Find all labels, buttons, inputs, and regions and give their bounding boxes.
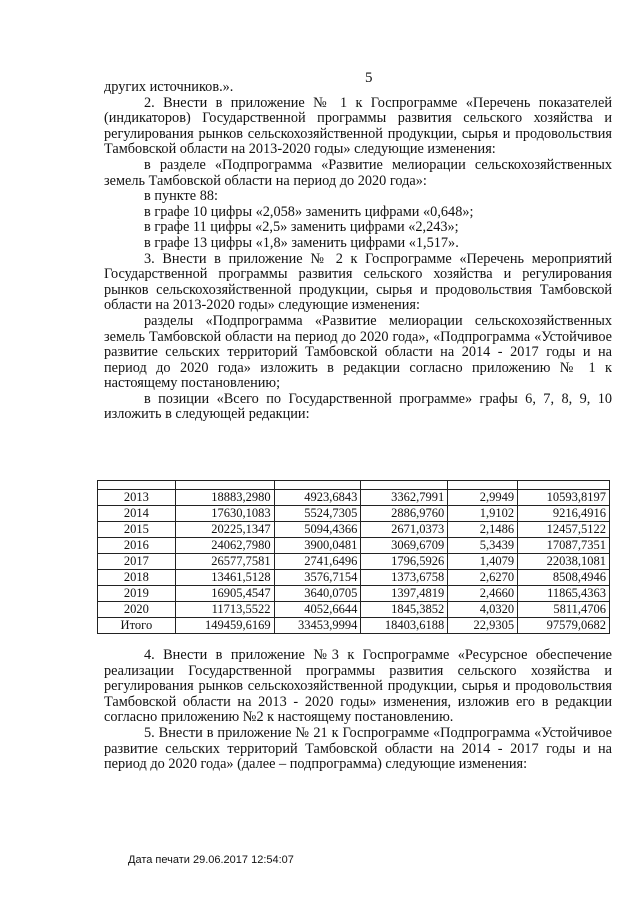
table-cell-year: 2015	[98, 522, 176, 538]
table-row	[98, 586, 610, 602]
table-cell-value: 3362,7991	[361, 490, 448, 506]
table-cell-value: 13461,5128	[175, 570, 274, 586]
table-cell-value: 97579,0682	[518, 618, 610, 634]
table-row	[98, 490, 610, 506]
paragraph-sections: разделы «Подпрограмма «Развитие мелиорации сельскохозяйственных земель Тамбовской области на период до 2020 года», «Подпрограмма «Устойчивое развитие сельских территорий Тамбовской области на 2014 - 2017 годы и на период до 2020 года» изложить в редакции согласно приложению № 1 к настоящему постановлению;	[104, 312, 612, 392]
table-cell-value: 2741,6496	[274, 554, 361, 570]
table-cell-value: 2,1486	[448, 522, 518, 538]
table-cell-value: 9216,4916	[518, 506, 610, 522]
table-row	[98, 554, 610, 570]
budget-table	[97, 480, 610, 634]
table-cell-value: 17630,1083	[175, 506, 274, 522]
paragraph-point-88: в пункте 88:	[144, 188, 218, 205]
table-cell-year: 2014	[98, 506, 176, 522]
table-cell-value: 11713,5522	[175, 602, 274, 618]
table-cell-value: 1397,4819	[361, 586, 448, 602]
paragraph-column-11: в графе 11 цифры «2,5» заменить цифрами «2,243»;	[144, 219, 459, 236]
table-cell-value: 22038,1081	[518, 554, 610, 570]
body-text-bottom	[104, 648, 612, 773]
table-cell-year: 2018	[98, 570, 176, 586]
table-cell-value: 10593,8197	[518, 490, 610, 506]
table-row	[98, 538, 610, 554]
paragraph-other-sources: других источников.».	[104, 79, 234, 95]
table-cell-value: 16905,4547	[175, 586, 274, 602]
table-cell-value: 5524,7305	[274, 506, 361, 522]
table-cell-value: 8508,4946	[518, 570, 610, 586]
table-cell-value: 5,3439	[448, 538, 518, 554]
table-cell-value: 2886,9760	[361, 506, 448, 522]
page-number: 5	[365, 70, 373, 86]
table-row	[98, 522, 610, 538]
table-cell-value: 24062,7980	[175, 538, 274, 554]
paragraph-item-3: 3. Внести в приложение № 2 к Госпрограмме «Перечень мероприятий Государственной программы развития сельского хозяйства и регулирования рынков сельскохозяйственной продукции, сырья и продовольствия Тамбовской области на 2013-2020 годы» следующие изменения:	[104, 250, 612, 314]
table-cell-value: 3640,0705	[274, 586, 361, 602]
paragraph-item-2: 2. Внести в приложение № 1 к Госпрограмме «Перечень показателей (индикаторов) Государственной программы развития сельского хозяйства и регулирования рынков сельскохозяйственной продукции, сырья и продовольствия Тамбовской области на 2013-2020 годы» следующие изменения:	[104, 94, 612, 158]
paragraph-section-melioration: в разделе «Подпрограмма «Развитие мелиорации сельскохозяйственных земель Тамбовской области на период до 2020 года»:	[104, 156, 612, 189]
table-cell-value: 3069,6709	[361, 538, 448, 554]
print-date: Дата печати 29.06.2017 12:54:07	[128, 854, 294, 866]
table-row	[98, 570, 610, 586]
table-cell-value: 12457,5122	[518, 522, 610, 538]
table-row	[98, 602, 610, 618]
table-cell-value: 26577,7581	[175, 554, 274, 570]
paragraph-column-10: в графе 10 цифры «2,058» заменить цифрами «0,648»;	[144, 203, 474, 220]
table-cell-year: 2017	[98, 554, 176, 570]
table-cell-value: 2,9949	[448, 490, 518, 506]
table-cell-value: 1,4079	[448, 554, 518, 570]
table-cell-value: 4052,6644	[274, 602, 361, 618]
table-cell-value: 4923,6843	[274, 490, 361, 506]
table-cell-value: 5094,4366	[274, 522, 361, 538]
table-cell-value: 2,4660	[448, 586, 518, 602]
table-cell-value: 5811,4706	[518, 602, 610, 618]
table-cell-value: 2,6270	[448, 570, 518, 586]
table-cell-value: 3576,7154	[274, 570, 361, 586]
table-cell-value: 1373,6758	[361, 570, 448, 586]
table-row	[98, 618, 610, 634]
table-cell-value: 2671,0373	[361, 522, 448, 538]
table-cell-year: 2013	[98, 490, 176, 506]
table-cell-year: 2016	[98, 538, 176, 554]
table-cell-value: 4,0320	[448, 602, 518, 618]
table-cell-year: 2019	[98, 586, 176, 602]
table-cell-value: 1796,5926	[361, 554, 448, 570]
table-cell-value: 18883,2980	[175, 490, 274, 506]
table-cell-value: 3900,0481	[274, 538, 361, 554]
table-row	[98, 506, 610, 522]
table-cell-value: 20225,1347	[175, 522, 274, 538]
paragraph-item-4: 4. Внести в приложение №3 к Госпрограмме «Ресурсное обеспечение реализации Государственной программы развития сельского хозяйства и регулирования рынков сельскохозяйственной продукции, сырья и продовольствия Тамбовской области на 2013 - 2020 годы» изменения, изложив его в редакции согласно приложению №2 к настоящему постановлению.	[104, 647, 612, 726]
table-cell-value: 1,9102	[448, 506, 518, 522]
table-cell-value: 11865,4363	[518, 586, 610, 602]
paragraph-item-5: 5. Внести в приложение № 21 к Госпрограмме «Подпрограмма «Устойчивое развитие сельских территорий Тамбовской области на 2014 - 2017 годы и на период до 2020 года» (далее – подпрограмма) следующие изменения:	[104, 724, 612, 773]
table-empty-row	[98, 481, 610, 490]
body-text-top	[104, 80, 612, 423]
table-cell-value: 17087,7351	[518, 538, 610, 554]
paragraph-total-position: в позиции «Всего по Государственной программе» графы 6, 7, 8, 9, 10 изложить в следующей редакции:	[104, 390, 612, 423]
table-cell-value: 22,9305	[448, 618, 518, 634]
table-cell-value: 18403,6188	[361, 618, 448, 634]
table-cell-year: Итого	[98, 618, 176, 634]
table-cell-value: 149459,6169	[175, 618, 274, 634]
table-cell-value: 1845,3852	[361, 602, 448, 618]
table-cell-value: 33453,9994	[274, 618, 361, 634]
table-cell-year: 2020	[98, 602, 176, 618]
paragraph-column-13: в графе 13 цифры «1,8» заменить цифрами «1,517».	[144, 234, 459, 251]
